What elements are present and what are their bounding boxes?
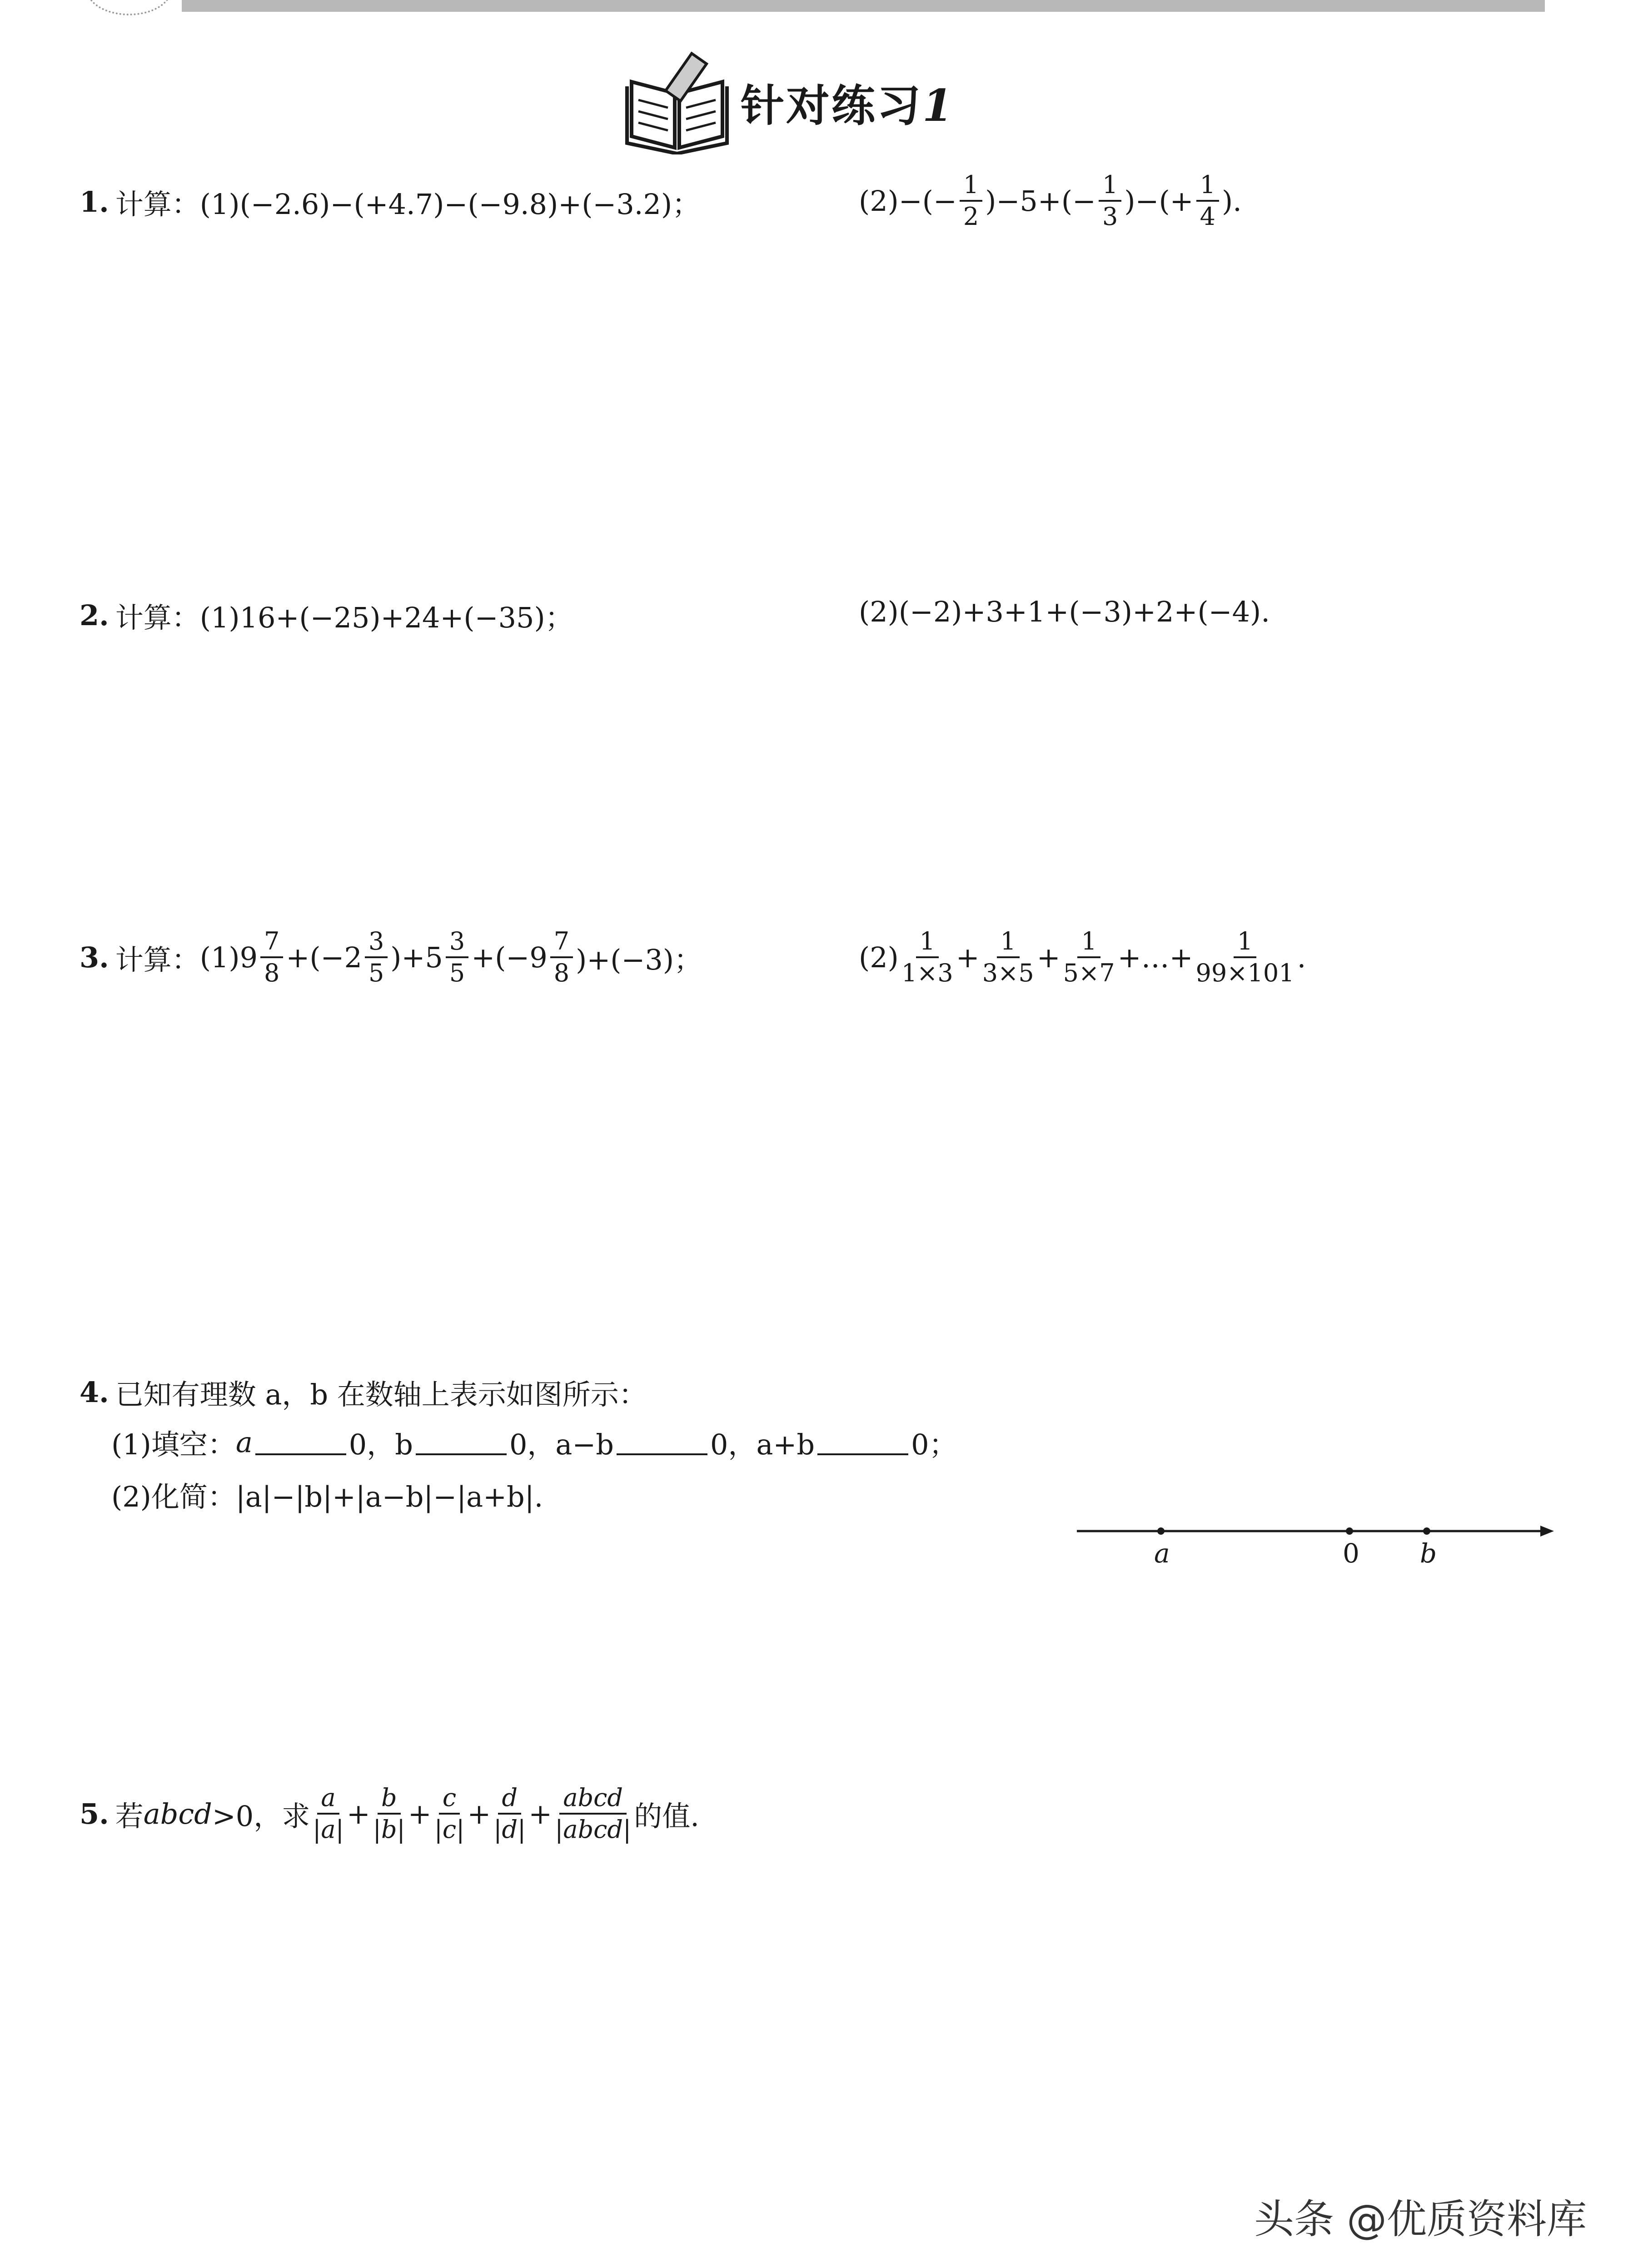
question-1: [80, 182, 700, 222]
expr-segment: (2): [859, 940, 899, 974]
question-lead: 计算：: [115, 601, 200, 634]
open-book-icon: [622, 50, 732, 154]
question-part-1: (1)16+(−25)+24+(−35)；: [199, 601, 573, 634]
numerator: 7: [550, 929, 573, 958]
fraction: [446, 929, 468, 985]
section-title: [622, 50, 955, 154]
question-number: 4.: [80, 1376, 109, 1409]
plus-sign: +: [528, 1797, 553, 1830]
numerator: 3: [365, 929, 388, 958]
fraction: [960, 170, 982, 231]
question-4-sub-2: [111, 1474, 543, 1515]
expr-segment: >0，求: [212, 1799, 310, 1833]
expr-variable: abcd: [143, 1797, 212, 1830]
expr-segment: 0，a+b: [710, 1428, 815, 1461]
denominator: 4: [1200, 202, 1215, 231]
variable-a: a: [235, 1426, 253, 1459]
question-part-1: (1)(−2.6)−(+4.7)−(−9.8)+(−3.2)；: [199, 188, 701, 221]
corner-decoration: [86, 0, 172, 15]
question-number: 5.: [80, 1797, 109, 1830]
denominator: 5×7: [1063, 959, 1115, 987]
label-a: a: [1154, 1538, 1170, 1569]
numerator: d: [498, 1786, 521, 1815]
expr-segment: )+5: [390, 940, 443, 974]
question-number: 3.: [80, 940, 109, 974]
numerator: 1: [1196, 173, 1219, 202]
numerator: a: [317, 1786, 339, 1815]
question-number: 1.: [80, 185, 109, 219]
fraction: [1196, 170, 1219, 231]
expr-segment: 0，b: [349, 1428, 413, 1461]
point-b: [1423, 1527, 1430, 1535]
answer-blank[interactable]: [617, 1430, 707, 1455]
denominator: 8: [264, 959, 280, 987]
fraction: [1099, 170, 1121, 231]
expr-segment: )−5+(−: [985, 184, 1096, 218]
sub-lead: (1)填空：: [111, 1428, 236, 1461]
expr-segment: 的值.: [634, 1799, 699, 1833]
answer-blank[interactable]: [416, 1430, 507, 1455]
numerator: 7: [260, 929, 283, 958]
denominator: 8: [553, 959, 570, 987]
sub-text: (2)化简：|a|−|b|+|a−b|−|a+b|.: [111, 1480, 543, 1513]
denominator: 2: [963, 202, 979, 231]
question-2-part-2: [859, 595, 1270, 628]
fraction: [493, 1783, 526, 1844]
denominator: |b|: [373, 1815, 405, 1844]
title-text: 针对练习: [741, 80, 922, 131]
numerator: c: [439, 1786, 460, 1815]
fraction: [555, 1783, 632, 1844]
question-3-part-2: [859, 929, 1306, 985]
expr-segment: 若: [115, 1799, 144, 1833]
label-zero: 0: [1343, 1538, 1359, 1569]
denominator: |c|: [434, 1815, 465, 1844]
expr-segment: (1)9: [199, 940, 258, 974]
plus-sign: +: [956, 940, 980, 974]
expr-segment: 0；: [911, 1428, 957, 1461]
denominator: |a|: [313, 1815, 344, 1844]
question-text: 已知有理数 a，b 在数轴上表示如图所示：: [115, 1378, 647, 1411]
fraction: [982, 929, 1034, 985]
label-b: b: [1420, 1538, 1437, 1569]
expr-segment: .: [1297, 940, 1306, 974]
expr-segment: +(−9: [471, 940, 548, 974]
denominator: 5: [368, 959, 384, 987]
plus-sign: +: [408, 1797, 432, 1830]
denominator: 3×5: [982, 959, 1034, 987]
question-lead: 计算：: [115, 943, 200, 976]
expr-segment: )−(+: [1124, 184, 1194, 218]
question-2: [80, 595, 573, 636]
numerator: 3: [446, 929, 468, 958]
expr-segment: ).: [1221, 184, 1242, 218]
answer-blank[interactable]: [255, 1430, 346, 1455]
question-5: [80, 1783, 699, 1844]
fraction: [434, 1783, 465, 1844]
question-number: 2.: [80, 599, 109, 632]
fraction: [550, 929, 573, 985]
denominator: 3: [1102, 202, 1118, 231]
expr-segment: (2)−(−: [859, 184, 957, 218]
fraction: [313, 1783, 344, 1844]
denominator: |d|: [493, 1815, 526, 1844]
expr-segment: 0，a−b: [509, 1428, 614, 1461]
point-zero: [1346, 1527, 1353, 1535]
numerator: 1: [1099, 173, 1121, 202]
point-a: [1157, 1527, 1165, 1535]
fraction: [260, 929, 283, 985]
arrow-head: [1540, 1526, 1554, 1537]
numerator: 1: [916, 929, 939, 958]
fraction: [901, 929, 953, 985]
ellipsis-plus: +…+: [1117, 940, 1193, 974]
expr-segment: +(−2: [286, 940, 362, 974]
fraction: [1063, 929, 1115, 985]
plus-sign: +: [1036, 940, 1060, 974]
title-label: [741, 71, 955, 134]
number-line: [1077, 1504, 1554, 1567]
watermark: 头条 @优质资料库: [1254, 2196, 1587, 2243]
question-lead: 计算：: [115, 188, 200, 221]
plus-sign: +: [467, 1797, 491, 1830]
numerator: abcd: [559, 1786, 627, 1815]
fraction: [365, 929, 388, 985]
answer-blank[interactable]: [817, 1430, 908, 1455]
fraction: [373, 1783, 405, 1844]
fraction: [1196, 929, 1294, 985]
numerator: 1: [1234, 929, 1256, 958]
denominator: |abcd|: [555, 1815, 632, 1844]
numerator: 1: [960, 173, 982, 202]
denominator: 5: [449, 959, 465, 987]
numerator: 1: [997, 929, 1020, 958]
question-part-2: (2)(−2)+3+1+(−3)+2+(−4).: [859, 595, 1270, 628]
plus-sign: +: [346, 1797, 370, 1830]
denominator: 99×101: [1195, 959, 1294, 987]
question-1-part-2: [859, 170, 1242, 231]
expr-segment: )+(−3)；: [576, 943, 702, 976]
title-number: 1: [922, 80, 955, 131]
question-3: [80, 929, 702, 985]
numerator: b: [378, 1786, 401, 1815]
question-4: [80, 1372, 647, 1413]
numerator: 1: [1077, 929, 1100, 958]
question-4-sub-1: [111, 1422, 957, 1462]
top-banner-strip: [182, 0, 1545, 12]
denominator: 1×3: [901, 959, 953, 987]
